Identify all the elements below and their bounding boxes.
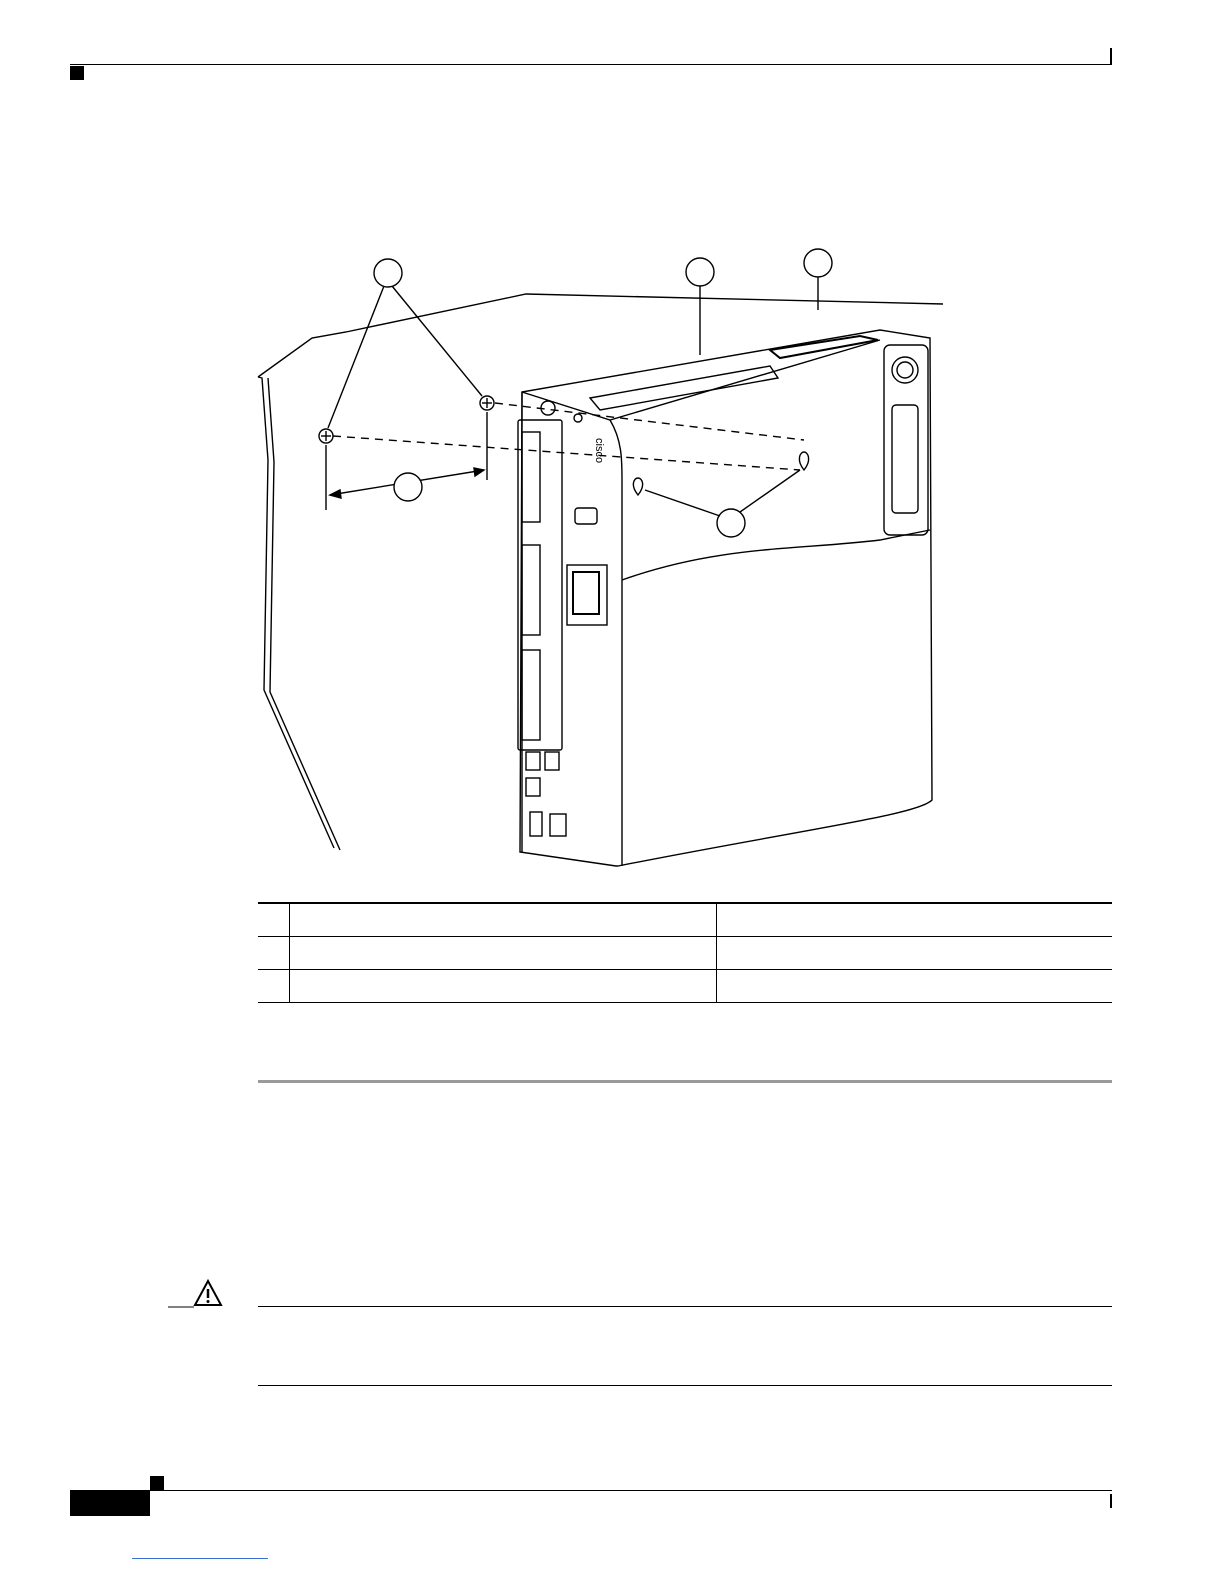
footer-page-tab (70, 1490, 150, 1516)
table-row (258, 970, 1112, 1003)
table-row (258, 903, 1112, 937)
header-end-tick (1110, 48, 1112, 65)
mounting-screws (319, 396, 494, 443)
caution-bottom-rule (258, 1385, 1112, 1386)
callout-number (258, 903, 290, 937)
callout-number (258, 937, 290, 970)
header-rule (70, 64, 1112, 65)
callout-description (290, 903, 685, 937)
wall-mount-figure (240, 240, 960, 880)
callout-table (258, 902, 1112, 1003)
caution-top-rule (258, 1306, 1112, 1307)
callout-description (290, 970, 685, 1003)
section-rule (258, 1080, 1112, 1083)
brand-logo-text: cisco (593, 438, 605, 464)
callout-description (717, 970, 1112, 1003)
warning-triangle-icon (168, 1278, 226, 1308)
callout-number (258, 970, 290, 1003)
callout-number (685, 970, 717, 1003)
callout-description (290, 937, 685, 970)
footer-marker (150, 1476, 164, 1490)
callout-description (717, 937, 1112, 970)
footer-link-underline[interactable] (132, 1558, 268, 1559)
callout-description (717, 903, 1112, 937)
footer-end-tick (1110, 1494, 1112, 1508)
header-marker (70, 66, 84, 80)
callout-number (685, 903, 717, 937)
callout-number (685, 937, 717, 970)
router-chassis (520, 330, 932, 866)
footer-rule (150, 1490, 1112, 1491)
table-row (258, 937, 1112, 970)
